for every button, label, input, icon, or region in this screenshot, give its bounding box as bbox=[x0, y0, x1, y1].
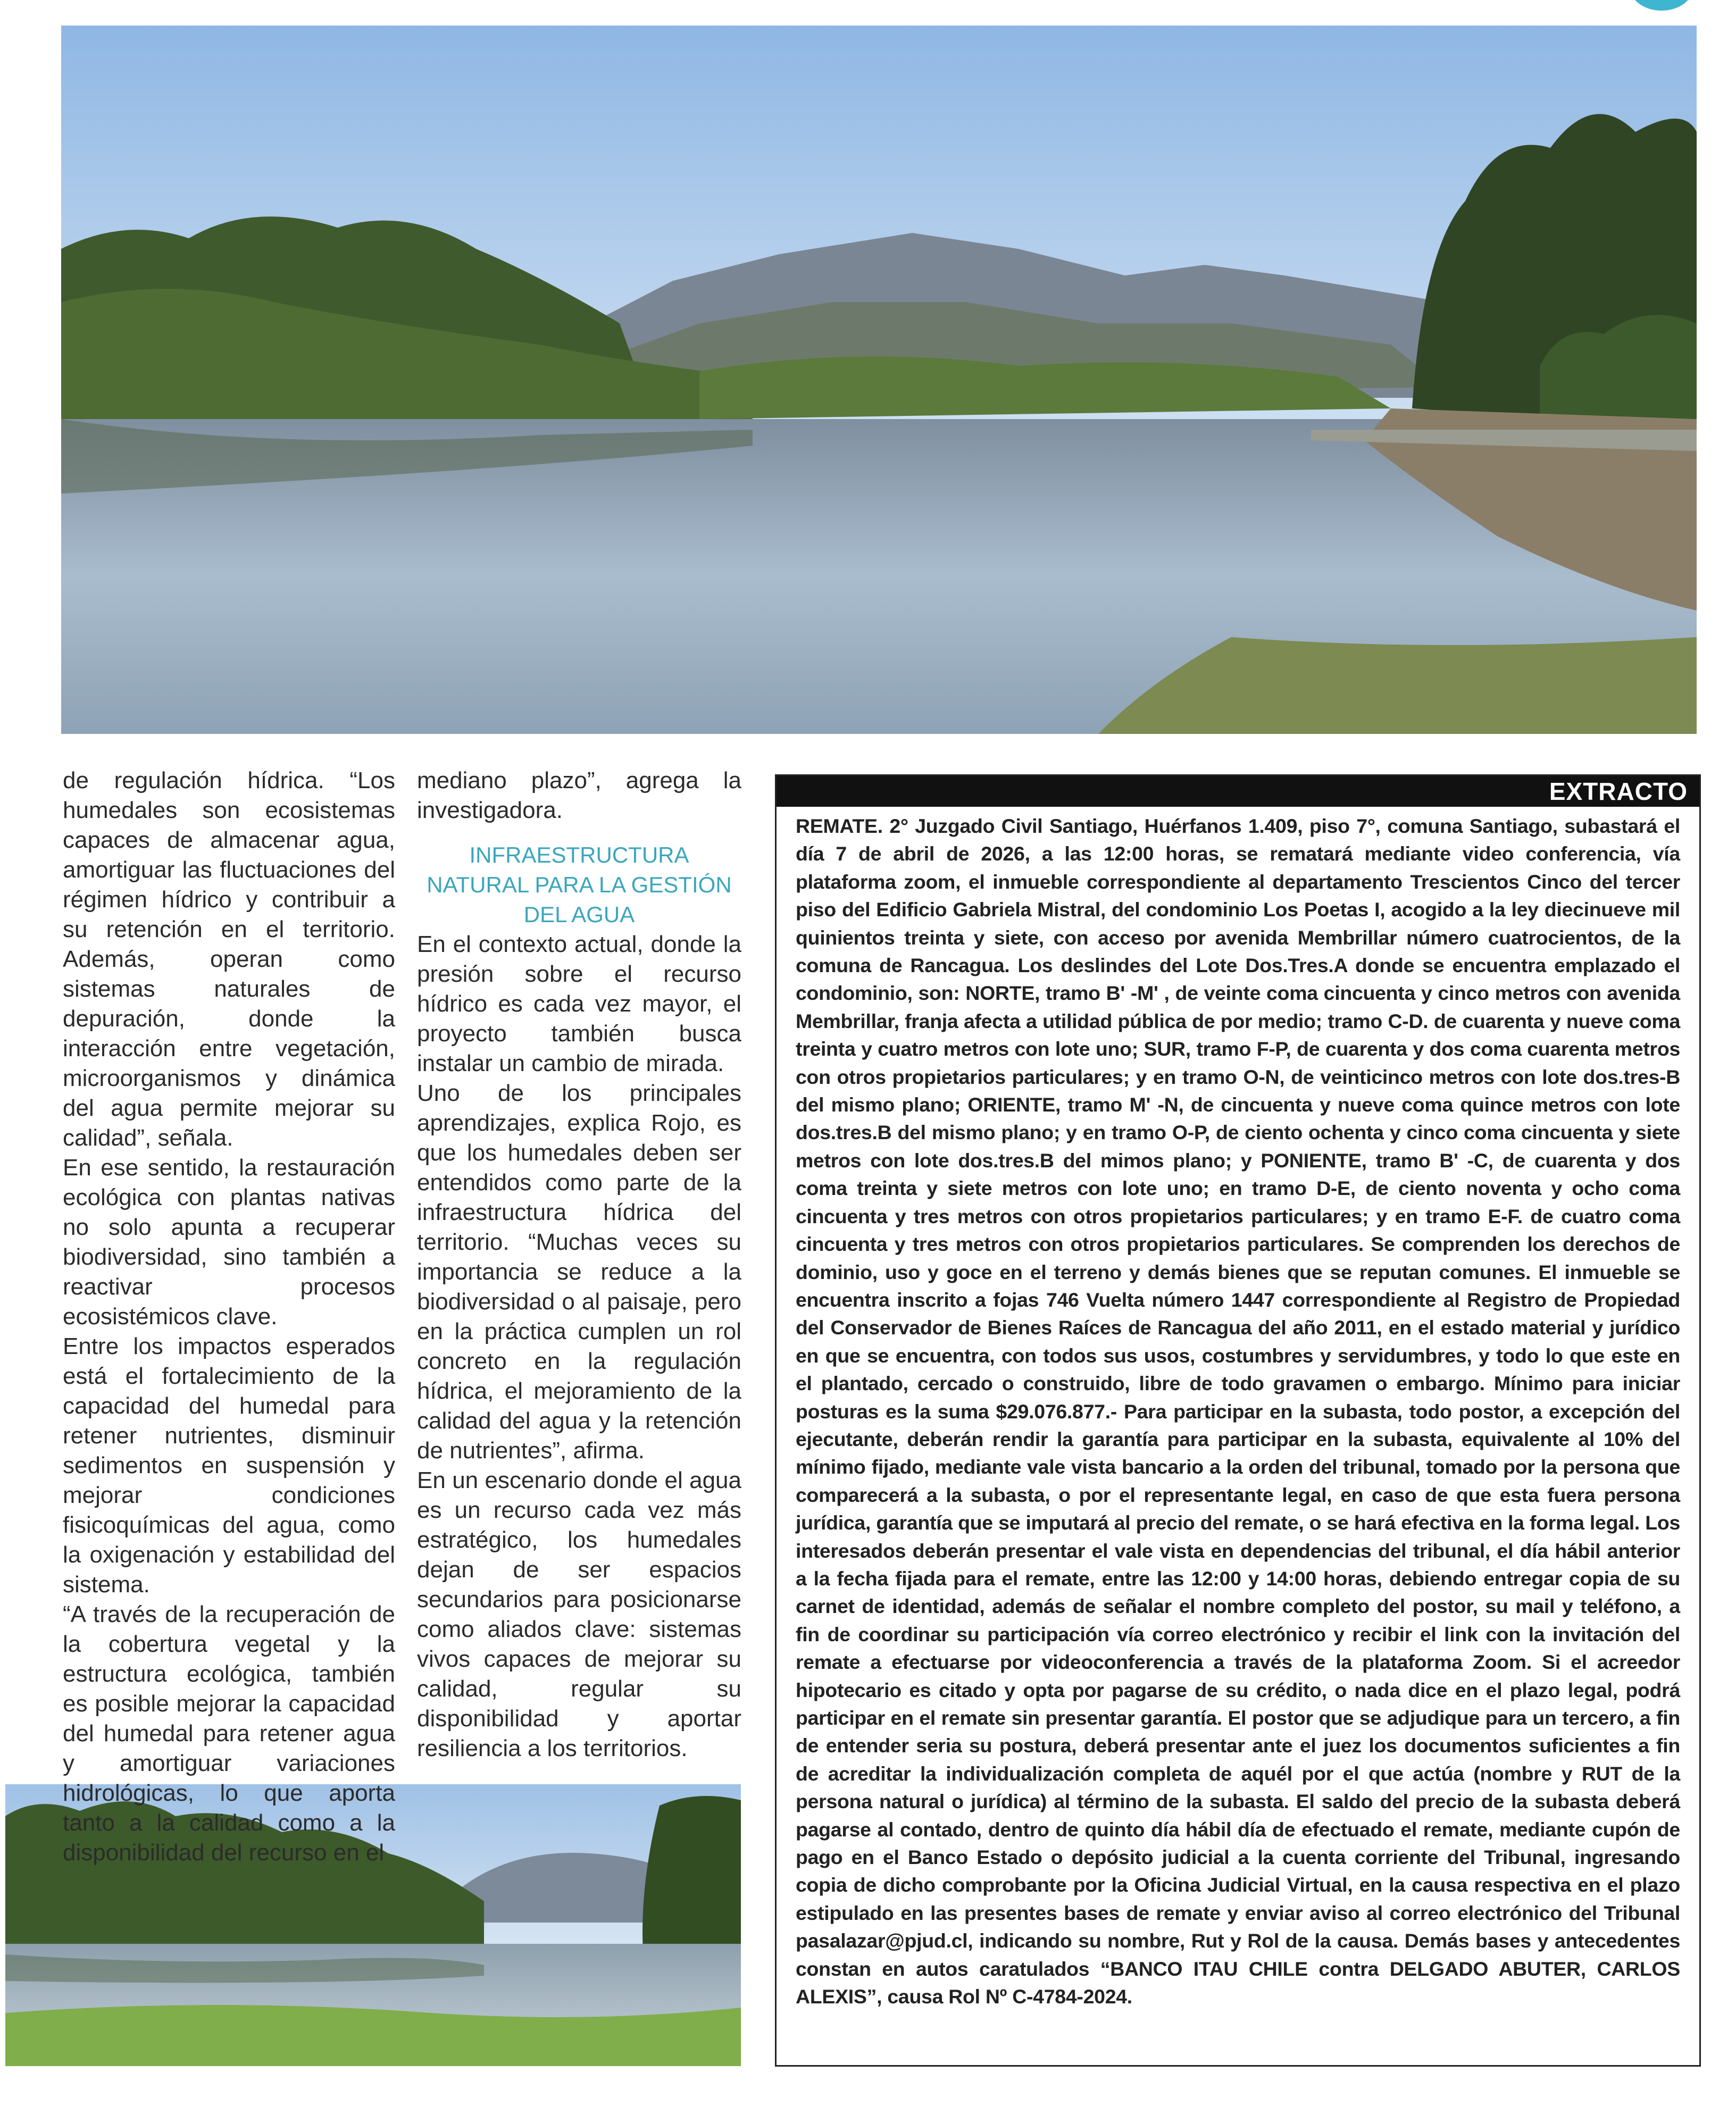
article-paragraph: mediano plazo”, agrega la investigadora. bbox=[417, 767, 741, 823]
article-paragraph: En un escenario donde el agua es un recurso cada vez más estratégico, los humedales dejan de ser espacios secundarios para posicionarse como aliados clave: sistemas vivos capaces de mejorar su calidad, regular su disponibilidad y aportar resiliencia a los territorios. bbox=[417, 1467, 741, 1761]
article-paragraph: Uno de los principales aprendizajes, explica Rojo, es que los humedales deben ser entendidos como parte de la infraestructura hídrica del territorio. “Muchas veces su importancia se reduce a la biodiversidad o al paisaje, pero en la práctica cumplen un rol concreto en la regulación hídrica, el mejoramiento de la calidad del agua y la retención de nutrientes”, afirma. bbox=[417, 1080, 741, 1464]
legal-notice-body: REMATE. 2° Juzgado Civil Santiago, Huérfanos 1.409, piso 7°, comuna Santiago, subastará el día 7 de abril de 2026, a las 12:00 horas, se rematará mediante video conferencia, vía plataforma zoom, el inmueble correspondiente al departamento Trescientos Cinco del tercer piso del Edificio Gabriela Mistral, del condominio Los Poetas I, acogido a la ley diecinueve mil quinientos treinta y siete, con acceso por avenida Membrillar número cuatrocientos, de la comuna de Rancagua. Los deslindes del Lote Dos.Tres.A donde se encuentra emplazado el condominio, son: NORTE, tramo B' -M' , de veinte coma cincuenta y cinco metros con avenida Membrillar, franja afecta a utilidad pública de por medio; tramo C-D. de cuarenta y nueve coma treinta y cuatro metros con lote uno; SUR, tramo F-P, de cuarenta y dos coma cuarenta metros con otros propietarios particulares; y en tramo O-N, de veinticinco metros con lote dos.tres-B del mismo plano; ORIENTE, tramo M' -N, de cincuenta y nueve coma quince metros con lote dos.tres.B del mismo plano; y en tramo O-P, de ciento ochenta y cinco coma cincuenta y siete metros con lote dos.tres.B del mimos plano; y PONIENTE, tramo B' -C, de cuarenta y dos coma treinta y siete metros con lote uno; en tramo D-E, de ciento noventa y ocho coma cincuenta y tres metros con otros propietarios particulares; y en tramo E-F. de cuatro coma cincuenta y tres metros con otros propietarios particulares. Se comprenden los derechos de dominio, uso y goce en el terreno y demás bienes que se reputan comunes. El inmueble se encuentra inscrito a fojas 746 Vuelta número 1447 correspondiente al Registro de Propiedad del Conservador de Bienes Raíces de Rancagua del año 2011, en el estado material y jurídico en que se encuentra, con todos sus usos, costumbres y servidumbres, y todo lo que este en el plantado, cercado o construido, libre de todo gravamen o embargo. Mínimo para iniciar posturas es la suma $29.076.877.- Para participar en la subasta, todo postor, a excepción del ejecutante, deberán rendir la garantía para participar en la subasta, equivalente al 10% del mínimo fijado, mediante vale vista bancario a la orden del tribunal, tomado por la persona que comparecerá a la subasta, o por el representante legal, en caso de que esta fuera persona jurídica, garantía que se imputará al precio del remate, o se hará efectiva en la forma legal. Los interesados deberán presentar el vale vista en dependencias del tribunal, el día hábil anterior a la fecha fijada para el remate, entre las 12:00 y 14:00 horas, debiendo entregar copia de su carnet de identidad, además de señalar el nombre completo del postor, su mail y teléfono, a fin de coordinar su participación vía correo electrónico y recibir el link con la invitación del remate a efectuarse por videoconferencia a través de la plataforma Zoom. Si el acreedor hipotecario es citado y opta por pagarse de su crédito, o nada dice en el plazo legal, podrá participar en el remate sin presentar garantía. El postor que se adjudique para un tercero, a fin de entender seria su postura, deberá presentar ante el juez los documentos suficientes a fin de acreditar la individualización completa de aquél por el que actúa (nombre y RUT de la persona natural o jurídica) al término de la subasta. El saldo del precio de la subasta deberá pagarse al contado, dentro de quinto día hábil día de efectuado el remate, mediante cupón de pago en el Banco Estado o depósito judicial a la cuenta corriente del Tribunal, ingresando copia de dicho comprobante por la Oficina Judicial Virtual, en la causa respectiva en el plazo estipulado en las presentes bases de remate y enviar aviso al correo electrónico del Tribunal pasalazar@pjud.cl, indicando su nombre, Rut y Rol de la causa. Demás bases y antecedentes constan en autos caratulados “BANCO ITAU CHILE contra DELGADO ABUTER, CARLOS ALEXIS”, causa Rol Nº C-4784-2024. bbox=[796, 815, 1680, 2008]
landscape-wetland-illustration bbox=[61, 26, 1697, 734]
corner-badge bbox=[1630, 0, 1693, 11]
article-paragraph: Entre los impactos esperados está el fortalecimiento de la capacidad del humedal para retener nutrientes, disminuir sedimentos en suspensión y mejorar condiciones fisicoquímicas del agua, como la oxigenación y estabilidad del sistema. bbox=[63, 1333, 395, 1598]
article-column-2 bbox=[417, 766, 741, 1764]
article-paragraph: En el contexto actual, donde la presión sobre el recurso hídrico es cada vez mayor, el proyecto también busca instalar un cambio de mirada. bbox=[417, 931, 741, 1076]
article-paragraph: En ese sentido, la restauración ecológica con plantas nativas no solo apunta a recuperar biodiversidad, sino también a reactivar procesos ecosistémicos clave. bbox=[63, 1155, 395, 1330]
section-subheading: INFRAESTRUCTURA NATURAL PARA LA GESTIÓN DEL AGUA bbox=[427, 842, 732, 927]
article-paragraph: “A través de la recuperación de la cobertura vegetal y la estructura ecológica, también es posible mejorar la capacidad del humedal para retener agua y amortiguar variaciones hidrológicas, lo que aporta tanto a la calidad como a la disponibilidad del recurso en el bbox=[63, 1601, 395, 1866]
article-paragraph: de regulación hídrica. “Los humedales son ecosistemas capaces de almacenar agua, amortiguar las fluctuaciones del régimen hídrico y contribuir a su retención en el territorio. Además, operan como sistemas naturales de depuración, donde la interacción entre vegetación, microorganismos y dinámica del agua permite mejorar su calidad”, señala. bbox=[63, 767, 395, 1151]
landscape-wetland-photo bbox=[61, 26, 1697, 734]
article-column-1 bbox=[63, 766, 395, 1868]
legal-notice-title: EXTRACTO bbox=[777, 776, 1699, 807]
legal-notice-box bbox=[775, 774, 1701, 2067]
